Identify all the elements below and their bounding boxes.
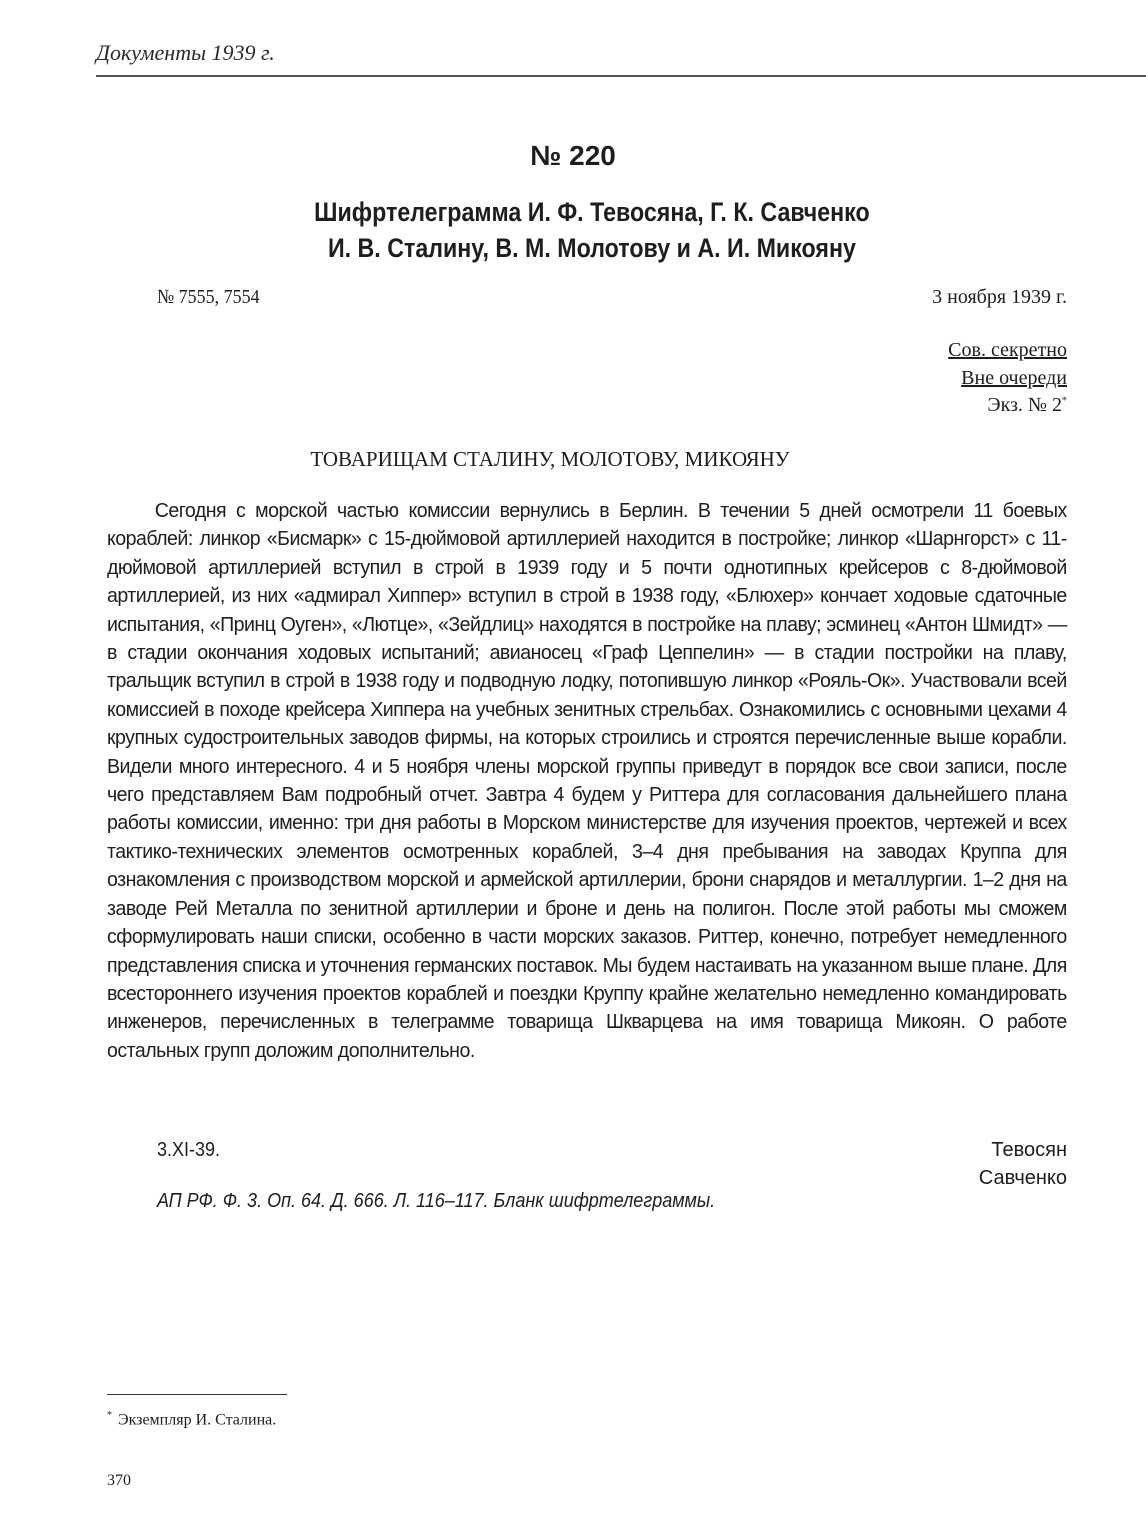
registration-numbers: № 7555, 7554 [157, 286, 260, 308]
footnote-text: Экземпляр И. Сталина. [118, 1411, 277, 1429]
header-rule [96, 75, 1146, 77]
signature-date: 3.XI-39. [157, 1139, 221, 1161]
footnote-mark: * [1062, 395, 1067, 407]
footnote [107, 1410, 276, 1429]
telegram-body [107, 497, 1067, 1065]
title-line-2: И. В. Сталину, В. М. Молотову и А. И. Микояну [327, 233, 856, 263]
copy-number-text: Экз. № 2 [987, 394, 1062, 416]
addressee: ТОВАРИЩАМ СТАЛИНУ, МОЛОТОВУ, МИКОЯНУ [310, 447, 790, 471]
archive-source: АП РФ. Ф. 3. Оп. 64. Д. 666. Л. 116–117. Бланк шифртелеграммы. [157, 1190, 716, 1212]
running-head: Документы 1939 г. [96, 40, 275, 65]
priority-stamp: Вне очереди [961, 367, 1067, 389]
secrecy-stamp: Сов. секретно [948, 339, 1067, 361]
signer-savchenko: Савченко [978, 1167, 1067, 1189]
footnote-rule [107, 1394, 287, 1395]
document-number: № 220 [530, 140, 616, 171]
footnote-marker: * [107, 1410, 112, 1421]
page-number: 370 [107, 1472, 131, 1489]
document-title [80, 194, 1103, 266]
copy-number [987, 394, 1067, 417]
signer-tevosyan: Тевосян [991, 1139, 1067, 1161]
title-line-1: Шифртелеграмма И. Ф. Тевосяна, Г. К. Савченко [314, 197, 870, 227]
body-paragraph: Сегодня с морской частью комиссии вернулись в Берлин. В течении 5 дней осмотрели 11 боевых кораблей: линкор «Бисмарк» с 15-дюймовой артиллерией находится в постройке; линкор «Шарнгорст» с 11-дюймовой артиллерией вступил в строй в 1939 году и 5 почти однотипных крейсеров с 8-дюймовой артиллерией, из них «адмирал Хиппер» вступил в строй в 1938 году, «Блюхер» кончает ходовые сдаточные испытания, «Принц Оуген», «Лютце», «Зейдлиц» находятся в постройке на плаву; эсминец «Антон Шмидт» — в стадии окончания ходовых испытаний; авианосец «Граф Цеппелин» — в стадии постройки на плаву, тральщик вступил в строй в 1938 году и подводную лодку, потопившую линкор «Рояль-Ок». Участвовали всей комиссией в походе крейсера Хиппера на учебных зенитных стрельбах. Ознакомились с основными цехами 4 крупных судостроительных заводов фирмы, на которых строились и строятся перечисленные выше корабли. Видели много интересного. 4 и 5 ноября члены морской группы приведут в порядок все свои записи, после чего представляем Вам подробный отчет. Завтра 4 будем у Риттера для согласования дальнейшего плана работы комиссии, именно: три дня работы в Морском министерстве для изучения проектов, чертежей и всех тактико-технических элементов осмотренных кораблей, 3–4 дня пребывания на заводах Круппа для ознакомления с производством морской и армейской артиллерии, брони снарядов и металлургии. 1–2 дня на заводе Рей Металла по зенитной артиллерии и броне и день на полигон. После этой работы мы сможем сформулировать наши списки, особенно в части морских заказов. Риттер, конечно, потребует немедленного представления списка и уточнения германских поставок. Мы будем настаивать на указанном выше плане. Для всестороннего изучения проектов кораблей и поездки Круппу крайне желательно немедленно командировать инженеров, перечисленных в телеграмме товарища Шкварцева на имя товарища Микоян. О работе остальных групп доложим дополнительно. [107, 499, 1067, 1062]
document-date: 3 ноября 1939 г. [932, 286, 1067, 308]
